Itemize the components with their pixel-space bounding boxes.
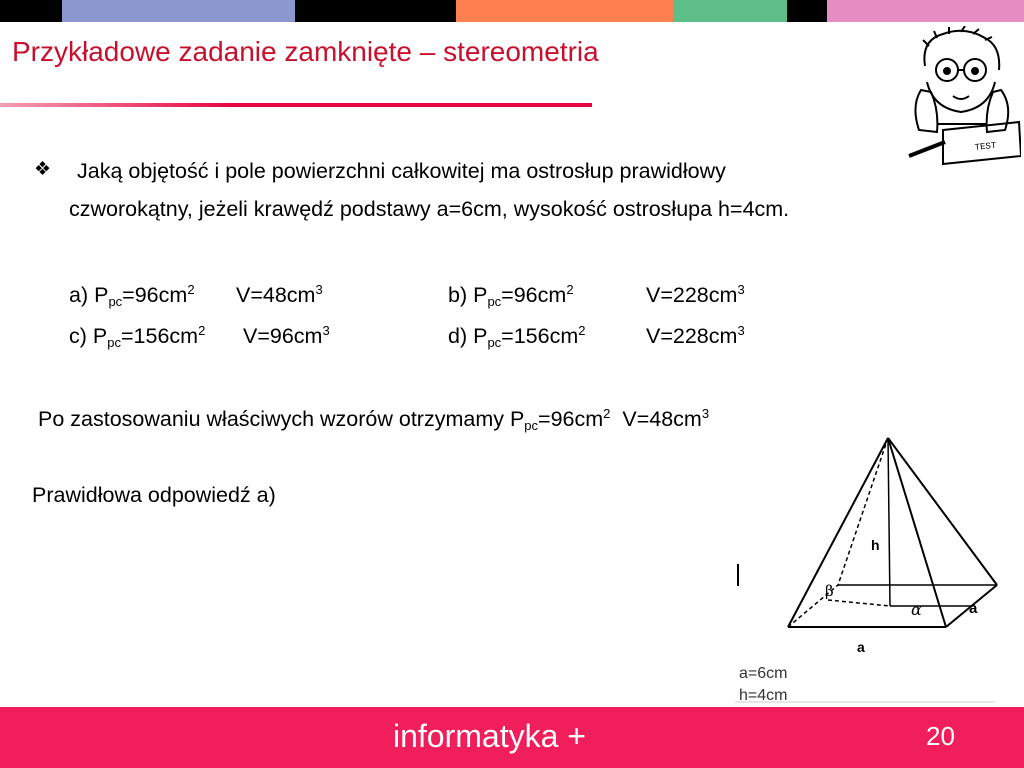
answer-c: c) $P_{pc}=156cm^2$ [69, 323, 206, 350]
label-h: h [871, 537, 880, 553]
topbar-segment [673, 0, 787, 22]
correct-answer: Prawidłowa odpowiedź a) [32, 483, 276, 507]
answer-b-volume: $V=228cm^3$ [646, 282, 745, 307]
top-color-bar [0, 0, 1024, 22]
label-a-bottom: a [857, 639, 865, 655]
cartoon-test-label: TEST [974, 140, 997, 153]
given-a: a=6cm [739, 665, 788, 682]
answer-a: a) $P_{pc}=96cm^2$ [69, 282, 195, 309]
answer-a-volume: $V=48cm^3$ [236, 282, 323, 307]
label-a-side: a [969, 600, 978, 617]
diamond-bullet-icon: ❖ [34, 159, 52, 180]
title-underline [0, 103, 592, 107]
topbar-segment [0, 0, 62, 22]
pyramid-diagram [735, 430, 1005, 710]
answer-d-volume: $V=228cm^3$ [646, 323, 745, 348]
topbar-segment [295, 0, 456, 22]
topbar-segment [787, 0, 827, 22]
label-beta: β [825, 582, 834, 600]
answer-d: d) $P_{pc}=156cm^2$ [448, 323, 586, 350]
topbar-segment [827, 0, 1024, 22]
topbar-segment [62, 0, 295, 22]
footer-brand: informatyka + [393, 718, 586, 754]
student-cartoon-image [903, 26, 1021, 166]
answer-c-volume: $V=96cm^3$ [243, 323, 330, 348]
question-line-2: czworokątny, jeżeli krawędź podstawy a=6cm, wysokość ostrosłupa h=4cm. [69, 197, 790, 221]
slide-title: Przykładowe zadanie zamknięte – stereometria [12, 36, 599, 67]
question-line-1: Jaką objętość i pole powierzchni całkowitej ma ostrosłup prawidłowy [77, 159, 726, 183]
topbar-segment [456, 0, 673, 22]
label-alpha: α [911, 600, 922, 619]
answer-b: b) $P_{pc}=96cm^2$ [448, 282, 574, 309]
given-h: h=4cm [739, 687, 788, 704]
solution-line: Po zastosowaniu właściwych wzorów otrzymamy $P_{pc}=96cm^2$ $V=48cm^3$ [38, 406, 710, 433]
page-number: 20 [926, 721, 955, 751]
